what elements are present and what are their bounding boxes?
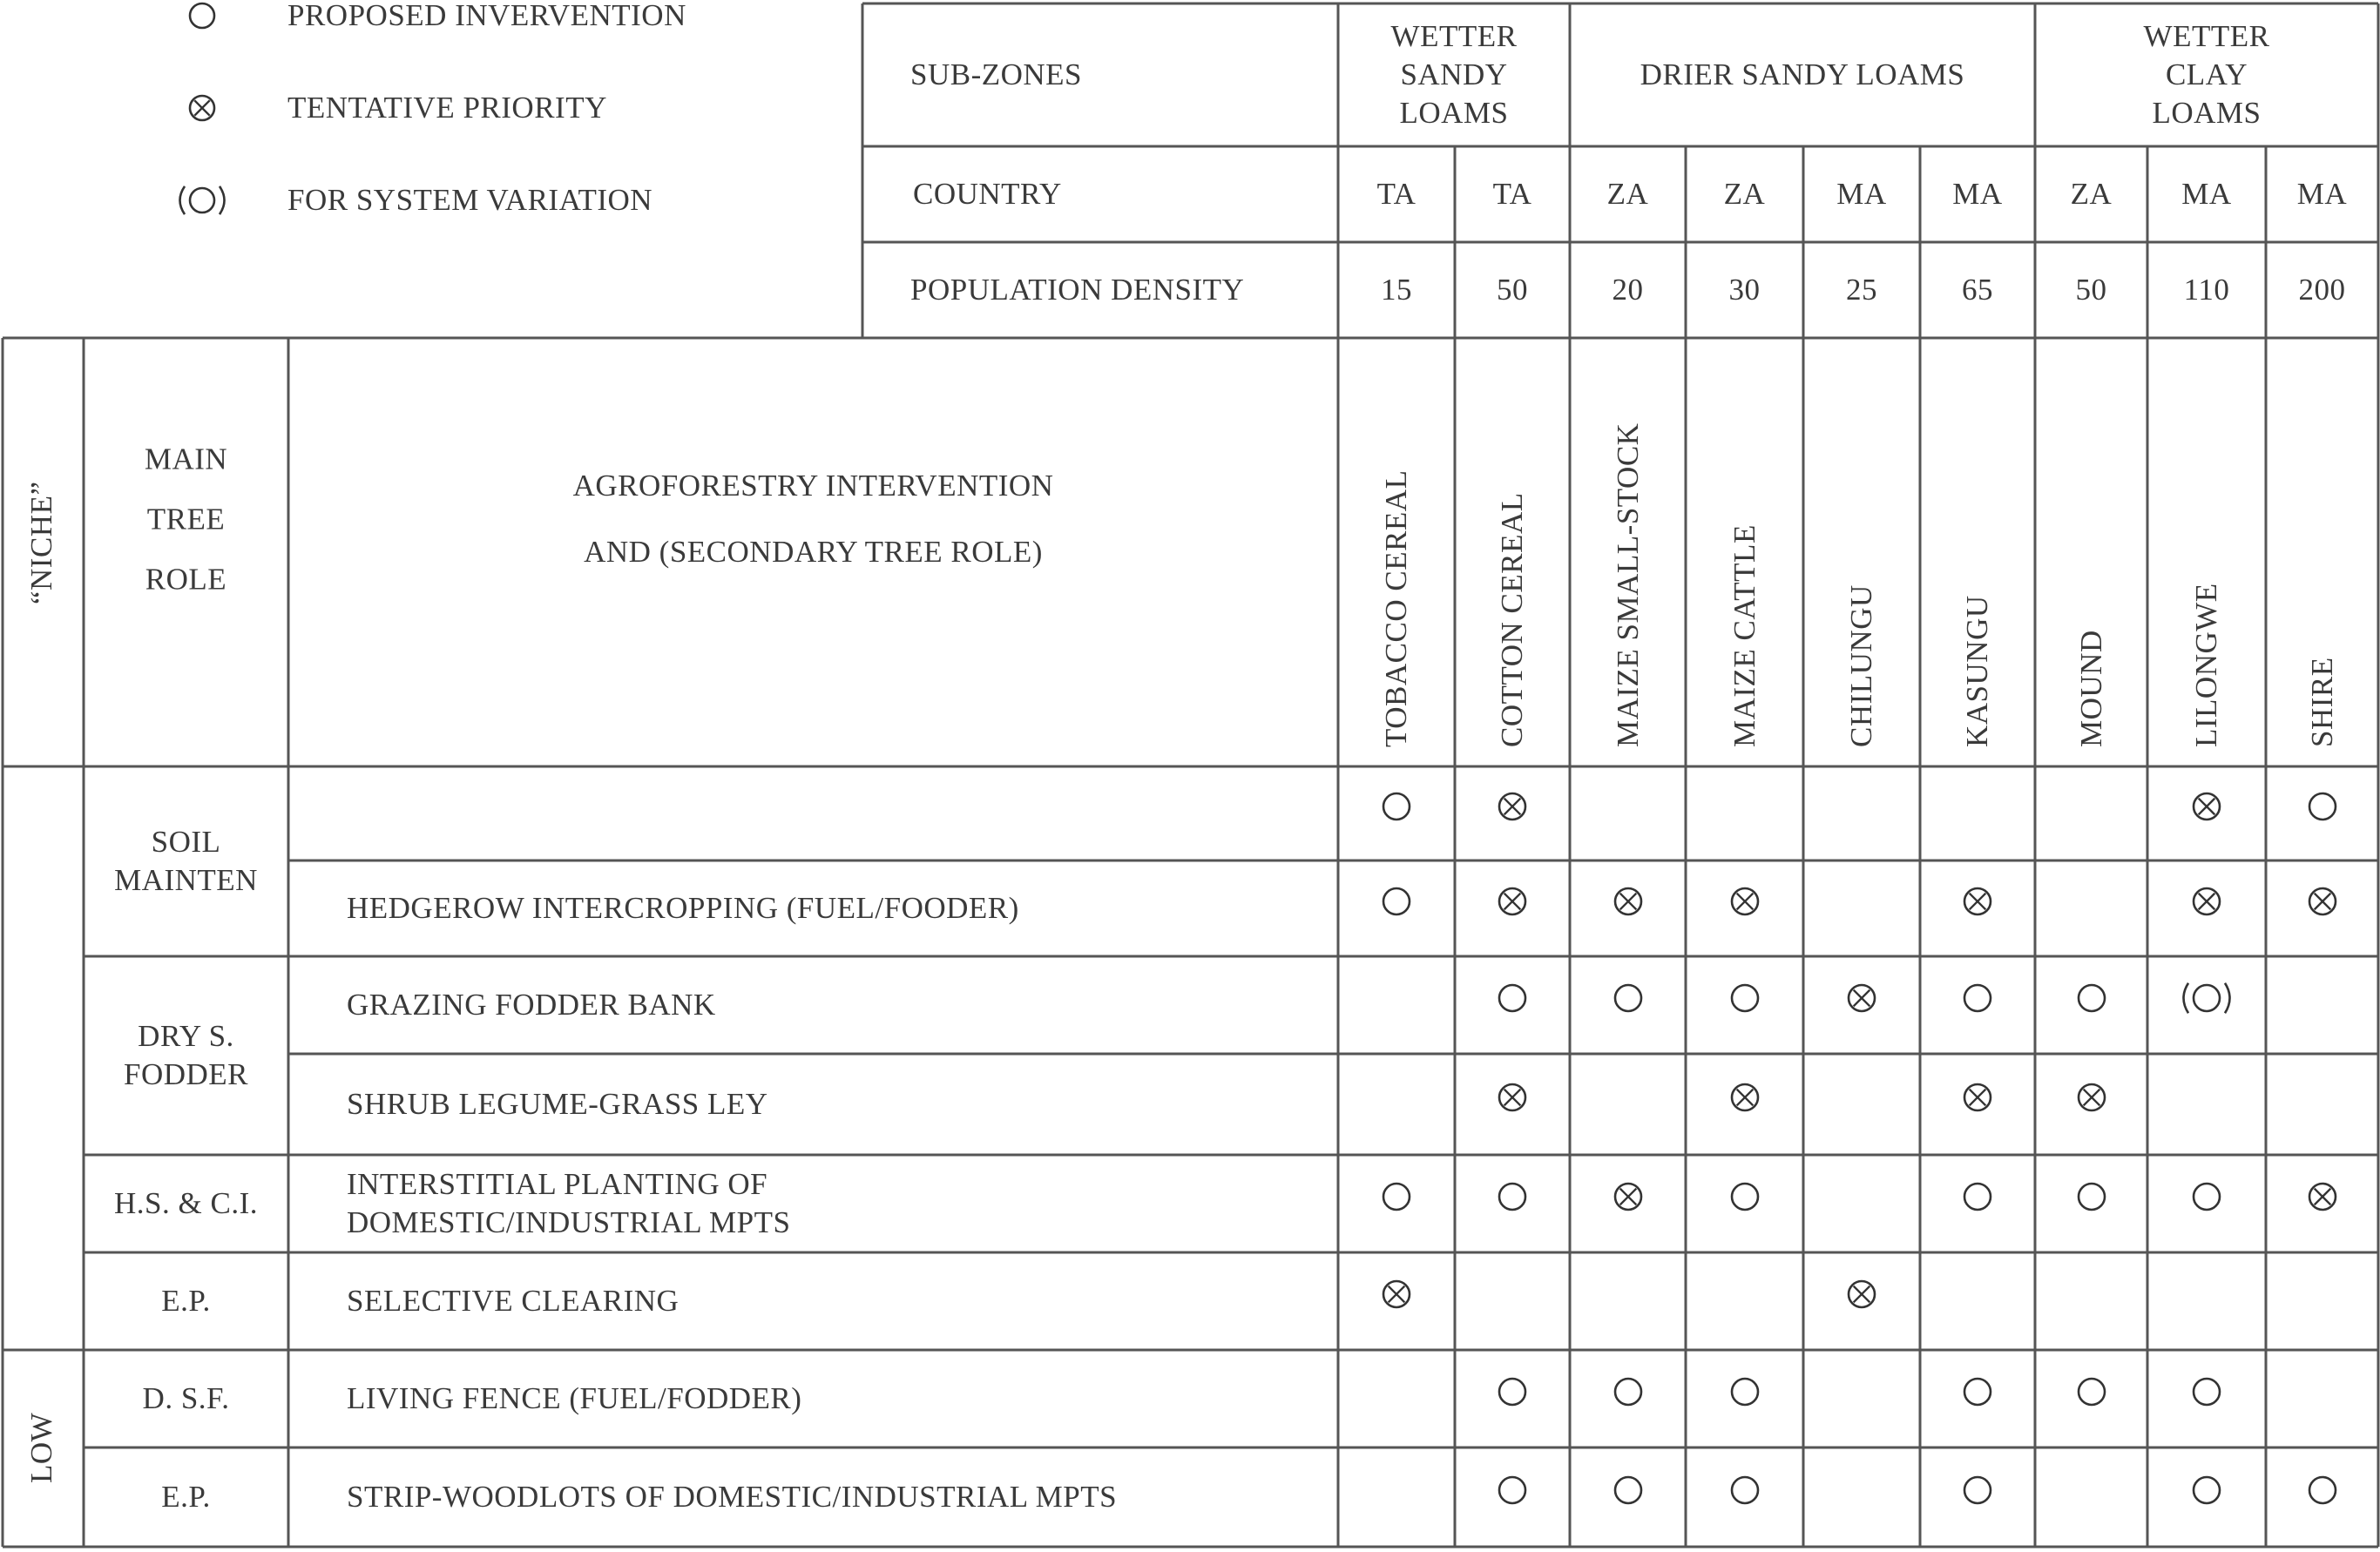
open-circle-icon xyxy=(1380,885,1414,919)
open-circle-icon xyxy=(186,0,218,31)
open-circle-icon xyxy=(2305,1474,2339,1508)
country-code: MA xyxy=(2181,177,2232,211)
open-circle-icon xyxy=(1728,1375,1761,1409)
open-circle-icon xyxy=(1380,1180,1414,1214)
country-label: COUNTRY xyxy=(913,177,1062,211)
density-value: 200 xyxy=(2298,273,2346,307)
intervention-label: SHRUB LEGUME-GRASS LEY xyxy=(347,1087,768,1121)
density-value: 25 xyxy=(1846,273,1877,307)
open-circle-icon xyxy=(1961,1180,1995,1214)
open-circle-icon xyxy=(1961,982,1995,1016)
tree-role-label: D. S.F. xyxy=(142,1381,230,1415)
density-value: 65 xyxy=(1962,273,1993,307)
farming-system-label: MAIZE CATTLE xyxy=(1727,524,1761,747)
crossed-circle-icon xyxy=(2190,790,2224,824)
intervention-label: HEDGEROW INTERCROPPING (FUEL/FOODER) xyxy=(347,891,1019,925)
crossed-circle-icon xyxy=(186,92,218,124)
density-value: 30 xyxy=(1728,273,1761,307)
country-code: TA xyxy=(1376,177,1417,211)
legend-label: PROPOSED INVERVENTION xyxy=(287,0,686,32)
open-circle-icon xyxy=(2305,790,2339,824)
open-circle-icon xyxy=(1728,1180,1761,1214)
crossed-circle-icon xyxy=(1496,885,1530,919)
country-code: ZA xyxy=(1723,177,1766,211)
farming-system-label: CHILUNGU xyxy=(1844,584,1878,747)
crossed-circle-icon xyxy=(1611,885,1645,919)
open-circle-icon xyxy=(1728,982,1761,1016)
country-code: MA xyxy=(1952,177,2003,211)
crossed-circle-icon xyxy=(1961,885,1995,919)
subzones-label: SUB-ZONES xyxy=(910,57,1083,91)
density-value: 15 xyxy=(1381,273,1412,307)
population-density-label: POPULATION DENSITY xyxy=(910,273,1245,307)
density-value: 50 xyxy=(1497,273,1528,307)
farming-system-label: KASUNGU xyxy=(1960,595,1994,747)
tree-role-label: E.P. xyxy=(161,1284,211,1318)
zone-group-label: WETTER SANDY LOAMS xyxy=(1390,19,1518,130)
crossed-circle-icon xyxy=(1496,790,1530,824)
intervention-label: LIVING FENCE (FUEL/FODDER) xyxy=(347,1381,802,1415)
niche-column-label: “NICHE” xyxy=(24,481,58,604)
bracketed-circle-icon xyxy=(174,185,230,216)
open-circle-icon xyxy=(1611,982,1645,1016)
intervention-label: STRIP-WOODLOTS OF DOMESTIC/INDUSTRIAL MPTS xyxy=(347,1480,1118,1514)
open-circle-icon xyxy=(1728,1474,1761,1508)
crossed-circle-icon xyxy=(1728,1081,1761,1115)
farming-system-label: SHIRE xyxy=(2304,657,2339,747)
bracketed-circle-icon xyxy=(2177,982,2237,1016)
country-code: ZA xyxy=(2070,177,2113,211)
country-code: ZA xyxy=(1606,177,1649,211)
tree-role-label: DRY S. FODDER xyxy=(123,1019,249,1091)
crossed-circle-icon xyxy=(1845,1278,1879,1312)
tree-role-label: SOIL MAINTEN xyxy=(114,825,258,897)
open-circle-icon xyxy=(1496,1180,1530,1214)
crossed-circle-icon xyxy=(1611,1180,1645,1214)
farming-system-label: MOUND xyxy=(2073,630,2108,747)
farming-system-label: LILONGWE xyxy=(2189,583,2223,747)
legend-label: TENTATIVE PRIORITY xyxy=(287,91,607,125)
crossed-circle-icon xyxy=(2074,1081,2108,1115)
niche-group-label: LOW xyxy=(24,1412,58,1483)
intervention-label: INTERSTITIAL PLANTING OF DOMESTIC/INDUSTRIAL MPTS xyxy=(347,1167,791,1239)
crossed-circle-icon xyxy=(1961,1081,1995,1115)
legend-label: FOR SYSTEM VARIATION xyxy=(287,183,653,217)
open-circle-icon xyxy=(1380,790,1414,824)
open-circle-icon xyxy=(1496,982,1530,1016)
open-circle-icon xyxy=(1961,1375,1995,1409)
crossed-circle-icon xyxy=(2190,885,2224,919)
open-circle-icon xyxy=(1496,1375,1530,1409)
farming-system-label: MAIZE SMALL-STOCK xyxy=(1610,422,1645,747)
zone-group-label: WETTER CLAY LOAMS xyxy=(2143,19,2270,130)
farming-system-label: TOBACCO CEREAL xyxy=(1379,469,1413,747)
tree-role-label: H.S. & C.I. xyxy=(114,1186,258,1220)
density-value: 20 xyxy=(1612,273,1644,307)
crossed-circle-icon xyxy=(1728,885,1761,919)
open-circle-icon xyxy=(1496,1474,1530,1508)
open-circle-icon xyxy=(1611,1375,1645,1409)
density-value: 50 xyxy=(2075,273,2107,307)
intervention-label: GRAZING FODDER BANK xyxy=(347,988,716,1022)
country-code: TA xyxy=(1492,177,1532,211)
crossed-circle-icon xyxy=(1845,982,1879,1016)
tree-role-label: E.P. xyxy=(161,1480,211,1514)
open-circle-icon xyxy=(2074,982,2108,1016)
zone-group-label: DRIER SANDY LOAMS xyxy=(1640,57,1965,91)
crossed-circle-icon xyxy=(2305,885,2339,919)
crossed-circle-icon xyxy=(1496,1081,1530,1115)
country-code: MA xyxy=(2296,177,2348,211)
open-circle-icon xyxy=(2074,1375,2108,1409)
crossed-circle-icon xyxy=(2305,1180,2339,1214)
farming-system-label: COTTON CEREAL xyxy=(1495,492,1529,747)
open-circle-icon xyxy=(2190,1180,2224,1214)
open-circle-icon xyxy=(2190,1474,2224,1508)
open-circle-icon xyxy=(2190,1375,2224,1409)
open-circle-icon xyxy=(2074,1180,2108,1214)
open-circle-icon xyxy=(1611,1474,1645,1508)
intervention-column-label: AGROFORESTRY INTERVENTION AND (SECONDARY TREE ROLE) xyxy=(572,469,1054,569)
density-value: 110 xyxy=(2183,273,2230,307)
main-tree-role-label: MAIN TREE ROLE xyxy=(144,442,228,597)
open-circle-icon xyxy=(1961,1474,1995,1508)
crossed-circle-icon xyxy=(1380,1278,1414,1312)
country-code: MA xyxy=(1836,177,1887,211)
intervention-label: SELECTIVE CLEARING xyxy=(347,1284,680,1318)
